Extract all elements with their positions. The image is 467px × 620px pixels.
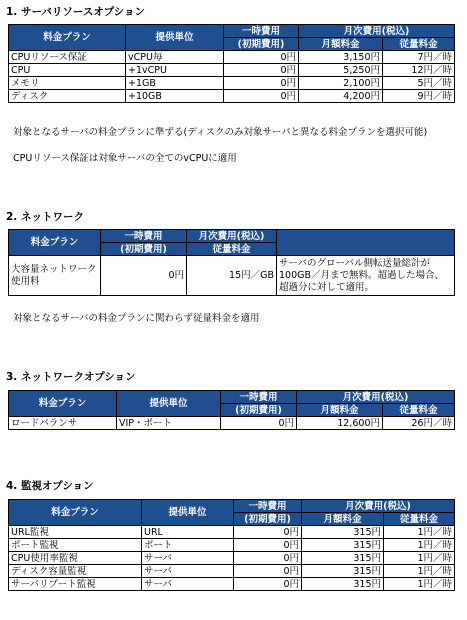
header-initial: 一時費用 [234, 500, 302, 513]
cell-metered: 1円／時 [384, 565, 455, 578]
cell-plan: CPU使用率監視 [9, 552, 142, 565]
cell-unit: +10GB [126, 90, 224, 103]
cell-initial: 0円 [101, 256, 187, 296]
header-plan: 料金プラン [9, 25, 126, 51]
cell-metered: 7円／時 [383, 51, 455, 64]
cell-fixed: 2,100円 [299, 77, 383, 90]
cell-plan: CPUリソース保証 [9, 51, 126, 64]
cell-metered: 9円／時 [383, 90, 455, 103]
cell-unit: VIP・ポート [117, 417, 221, 430]
cell-metered: 15円／GB [187, 256, 277, 296]
cell-plan: ポート監視 [9, 539, 142, 552]
section-1-title: 1. サーバリソースオプション [6, 6, 145, 18]
section-4-title: 4. 監視オプション [6, 480, 94, 492]
monitoring-option-table [8, 499, 455, 591]
cell-unit: vCPU毎 [126, 51, 224, 64]
cell-initial: 0円 [224, 51, 299, 64]
cell-unit: サーバ [142, 565, 234, 578]
header-unit: 提供単位 [142, 500, 234, 526]
table-row [9, 578, 455, 591]
cell-initial: 0円 [234, 565, 302, 578]
network-table [8, 229, 455, 296]
cell-fixed: 315円 [302, 526, 384, 539]
cell-initial: 0円 [234, 539, 302, 552]
note-2: CPUリソース保証は対象サーバの全てのvCPUに適用 [13, 153, 237, 164]
section-3-title: 3. ネットワークオプション [6, 371, 136, 383]
header-blank [277, 230, 455, 256]
cell-fixed: 5,250円 [299, 64, 383, 77]
header-plan: 料金プラン [9, 391, 117, 417]
header-fixed: 月額料金 [297, 404, 383, 417]
cell-initial: 0円 [224, 90, 299, 103]
cell-plan: サーバリブート監視 [9, 578, 142, 591]
cell-unit: サーバ [142, 578, 234, 591]
header-monthly: 月次費用(税込) [297, 391, 455, 404]
cell-description: サーバのグローバル側転送量総計が100GB／月まで無料。超過した場合、超過分に対して適用。 [277, 256, 455, 296]
header-fixed: 月額料金 [299, 38, 383, 51]
header-metered: 従量料金 [384, 513, 455, 526]
cell-metered: 1円／時 [384, 539, 455, 552]
table-row [9, 77, 455, 90]
table-row [9, 64, 455, 77]
table-row [9, 90, 455, 103]
cell-initial: 0円 [224, 77, 299, 90]
cell-metered: 1円／時 [384, 552, 455, 565]
header-initial: 一時費用 [221, 391, 297, 404]
cell-fixed: 315円 [302, 539, 384, 552]
cell-plan: CPU [9, 64, 126, 77]
cell-plan: URL監視 [9, 526, 142, 539]
cell-initial: 0円 [234, 578, 302, 591]
cell-metered: 26円／時 [383, 417, 455, 430]
header-initial: 一時費用 [224, 25, 299, 38]
cell-initial: 0円 [234, 526, 302, 539]
cell-metered: 1円／時 [384, 578, 455, 591]
header-monthly: 月次費用(税込) [299, 25, 455, 38]
header-metered: 従量料金 [383, 38, 455, 51]
network-option-table [8, 390, 455, 430]
header-fixed: 月額料金 [302, 513, 384, 526]
table-row [9, 552, 455, 565]
section-2-title: 2. ネットワーク [6, 211, 84, 223]
cell-fixed: 315円 [302, 565, 384, 578]
header-monthly: 月次費用(税込) [187, 230, 277, 243]
cell-plan: ロードバランサ [9, 417, 117, 430]
cell-fixed: 315円 [302, 578, 384, 591]
header-unit: 提供単位 [117, 391, 221, 417]
cell-metered: 5円／時 [383, 77, 455, 90]
header-plan: 料金プラン [9, 500, 142, 526]
table-row [9, 539, 455, 552]
cell-initial: 0円 [221, 417, 297, 430]
header-initial-sub: (初期費用) [221, 404, 297, 417]
header-metered: 従量料金 [383, 404, 455, 417]
table-row [9, 565, 455, 578]
cell-plan: ディスク [9, 90, 126, 103]
cell-metered: 12円／時 [383, 64, 455, 77]
header-monthly: 月次費用(税込) [302, 500, 455, 513]
header-unit: 提供単位 [126, 25, 224, 51]
cell-fixed: 315円 [302, 552, 384, 565]
cell-fixed: 3,150円 [299, 51, 383, 64]
cell-unit: +1vCPU [126, 64, 224, 77]
cell-unit: URL [142, 526, 234, 539]
cell-initial: 0円 [234, 552, 302, 565]
table-row [9, 526, 455, 539]
cell-unit: +1GB [126, 77, 224, 90]
table-row [9, 417, 455, 430]
cell-initial: 0円 [224, 64, 299, 77]
header-initial-sub: (初期費用) [234, 513, 302, 526]
cell-metered: 1円／時 [384, 526, 455, 539]
table-row [9, 51, 455, 64]
server-resource-table [8, 24, 455, 103]
header-initial-sub: (初期費用) [224, 38, 299, 51]
header-metered: 従量料金 [187, 243, 277, 256]
table-row [9, 256, 455, 296]
header-initial: 一時費用 [101, 230, 187, 243]
cell-unit: サーバ [142, 552, 234, 565]
note-3: 対象となるサーバの料金プランに関わらず従量料金を適用 [13, 313, 260, 324]
cell-plan: ディスク容量監視 [9, 565, 142, 578]
cell-plan: 大容量ネットワーク使用料 [9, 256, 101, 296]
cell-unit: ポート [142, 539, 234, 552]
cell-plan: メモリ [9, 77, 126, 90]
cell-fixed: 4,200円 [299, 90, 383, 103]
header-plan: 料金プラン [9, 230, 101, 256]
header-initial-sub: (初期費用) [101, 243, 187, 256]
note-1: 対象となるサーバの料金プランに準ずる(ディスクのみ対象サーバと異なる料金プランを選択可能) [13, 127, 428, 138]
cell-fixed: 12,600円 [297, 417, 383, 430]
